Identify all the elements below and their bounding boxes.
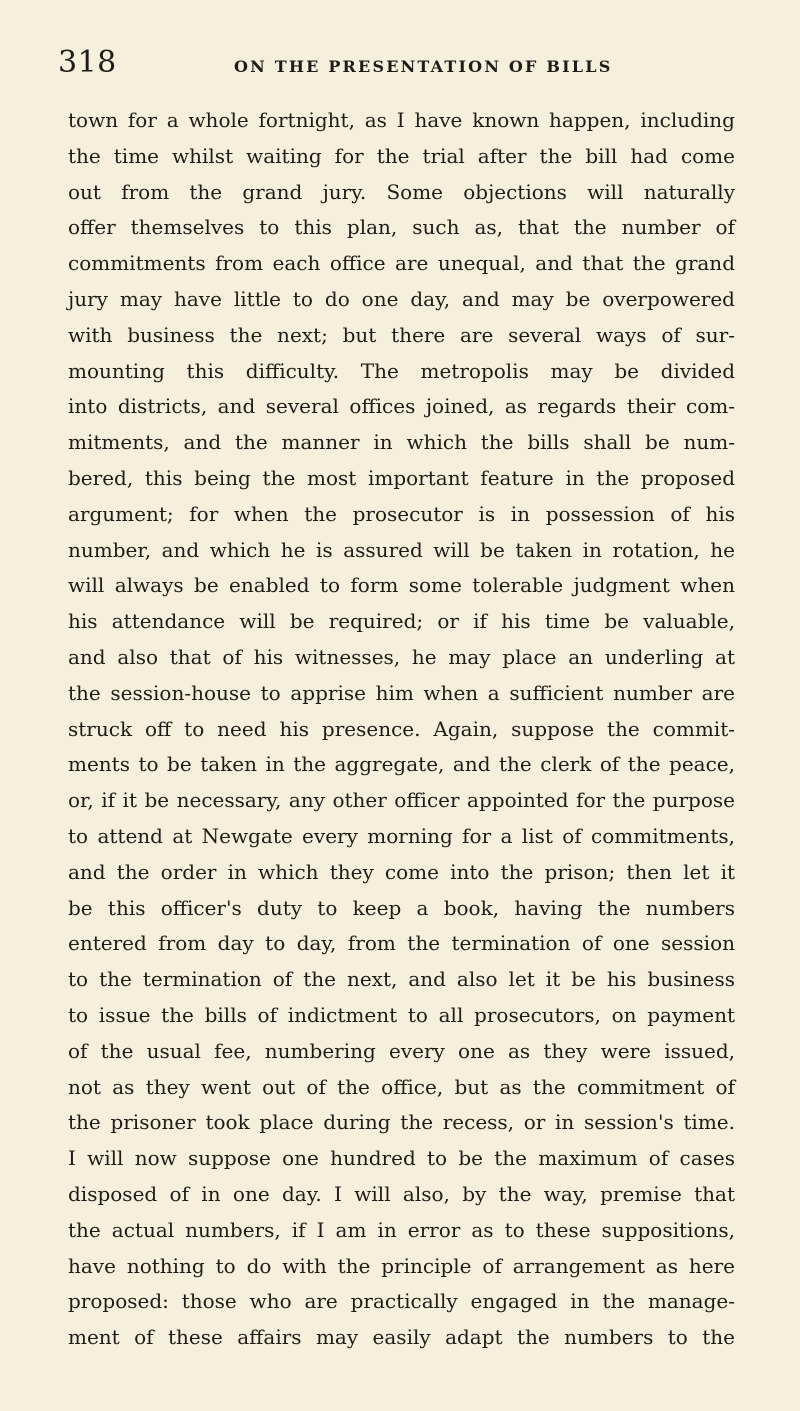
- text-line: out from the grand jury. Some objections will naturally: [68, 179, 735, 204]
- text-line: I will now suppose one hundred to be the maximum of cases: [68, 1146, 735, 1171]
- page-header: [58, 45, 734, 92]
- text-line: bered, this being the most important feature in the proposed: [68, 465, 735, 490]
- text-line: mitments, and the manner in which the bills shall be num-: [68, 430, 735, 455]
- text-line: commitments from each office are unequal, and that the grand: [68, 251, 735, 276]
- text-line: the time whilst waiting for the trial after the bill had come: [68, 143, 735, 168]
- text-line: and also that of his witnesses, he may place an underling at: [68, 644, 735, 669]
- text-line: the actual numbers, if I am in error as to these suppositions,: [68, 1217, 735, 1242]
- text-line: to issue the bills of indictment to all prosecutors, on payment: [68, 1002, 735, 1027]
- text-line: proposed: those who are practically engaged in the manage-: [68, 1289, 735, 1314]
- text-line: be this officer's duty to keep a book, having the numbers: [68, 895, 735, 920]
- running-head: ON THE PRESENTATION OF BILLS: [234, 57, 613, 76]
- text-line: disposed of in one day. I will also, by the way, premise that: [68, 1181, 735, 1206]
- text-line: town for a whole fortnight, as I have known happen, including: [68, 108, 735, 132]
- body-text: [68, 103, 735, 1356]
- text-line: into districts, and several offices joined, as regards their com-: [68, 394, 735, 419]
- text-line: his attendance will be required; or if his time be valuable,: [68, 609, 735, 634]
- text-line: or, if it be necessary, any other officer appointed for the purpose: [68, 788, 735, 813]
- page-number: 318: [58, 45, 117, 80]
- text-line: to the termination of the next, and also let it be his business: [68, 967, 735, 992]
- text-line: with business the next; but there are several ways of sur-: [68, 322, 735, 347]
- text-line: the prisoner took place during the recess, or in session's time.: [68, 1110, 735, 1135]
- text-line: to attend at Newgate every morning for a list of commitments,: [68, 823, 735, 848]
- text-line: mounting this difficulty. The metropolis may be divided: [68, 358, 735, 383]
- text-line: of the usual fee, numbering every one as they were issued,: [68, 1038, 735, 1063]
- text-line: offer themselves to this plan, such as, that the number of: [68, 215, 735, 240]
- text-line: have nothing to do with the principle of arrangement as here: [68, 1253, 735, 1278]
- text-line: jury may have little to do one day, and may be overpowered: [68, 286, 735, 311]
- text-line: number, and which he is assured will be taken in rotation, he: [68, 537, 735, 562]
- text-line: ment of these affairs may easily adapt the numbers to the: [68, 1325, 735, 1350]
- text-line: will always be enabled to form some tolerable judgment when: [68, 573, 735, 598]
- text-line: argument; for when the prosecutor is in possession of his: [68, 501, 735, 526]
- text-line: ments to be taken in the aggregate, and the clerk of the peace,: [68, 752, 735, 777]
- text-line: not as they went out of the office, but as the commitment of: [68, 1074, 735, 1099]
- text-line: and the order in which they come into the prison; then let it: [68, 859, 735, 884]
- text-line: the session-house to apprise him when a sufficient number are: [68, 680, 735, 705]
- text-line: struck off to need his presence. Again, suppose the commit-: [68, 716, 735, 741]
- text-line: entered from day to day, from the termination of one session: [68, 931, 735, 956]
